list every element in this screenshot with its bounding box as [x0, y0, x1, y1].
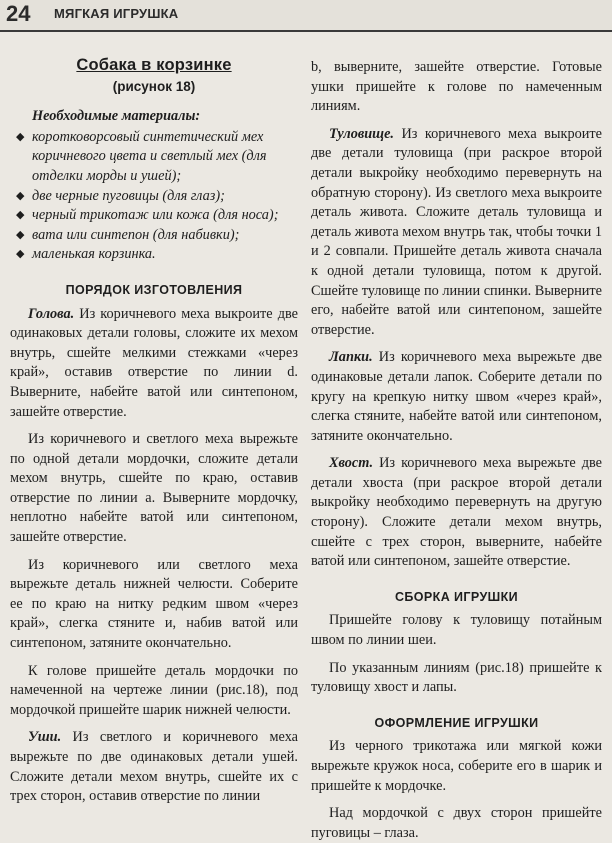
diamond-bullet-icon: ◆	[16, 248, 25, 261]
assembly-paragraph-2: По указанным линиям (рис.18) пришейте к туловищу хвост и лапы.	[311, 659, 602, 696]
body-paragraph: Туловище. Из коричневого меха выкроите две детали туловища (при раскрое второй детали выкройку необходимо перевернуть на обратную сторону). Из светлого меха выкроите деталь живота. Сложите деталь туловища и деталь живота мехом внутрь так, чтобы точки 1 и 2 совпали. Пришейте деталь живота сначала к одной детали туловища, потом к другой. Сшейте туловище по линии спинки. Выверните его, набейте ватой или синтепоном, зашейте отверстие.	[311, 125, 602, 338]
diamond-bullet-icon: ◆	[16, 130, 25, 143]
jaw-paragraph: Из коричневого или светлого меха вырежьте деталь нижней челюсти. Соберите ее по краю на нитку редким швом «через край», слегка стяните и, набив ватой или синтепоном, затяните окончательно.	[10, 556, 298, 652]
paws-lead: Лапки.	[329, 349, 373, 366]
page-number: 24	[6, 1, 31, 26]
running-title: МЯГКАЯ ИГРУШКА	[54, 6, 179, 21]
muzzle-paragraph: Из коричневого и светлого меха вырежьте по одной детали мордочки, сложите детали мехом внутрь, сшейте по краю, оставив отверстие по линии a. Выверните мордочку, неплотно набейте ватой или синтепоном, зашейте отверстие.	[10, 431, 298, 546]
materials-heading: Необходимые материалы:	[32, 108, 201, 125]
ears-lead: Уши.	[28, 729, 62, 746]
assembly-heading: СБОРКА ИГРУШКИ	[395, 589, 518, 604]
ears-paragraph: Уши. Из светлого и коричневого меха вырежьте по две одинаковых детали ушей. Сложите детали мехом внутрь, сшейте их с трех сторон, оставив отверстие по линии	[10, 729, 299, 805]
body-lead: Туловище.	[329, 125, 395, 142]
tail-paragraph: Хвост. Из коричневого меха вырежьте две детали хвоста (при раскрое второй детали выкройку необходимо перевернуть на другую сторону). Сложите детали мехом внутрь, сшейте с трех сторон, выверните, набейте ватой или синтепоном, зашейте отверстие.	[311, 455, 602, 570]
list-item: ◆ маленькая корзинка.	[10, 245, 298, 265]
head-lead: Голова.	[28, 305, 75, 322]
design-paragraph-2: Над мордочкой с двух сторон пришейте пуговицы – глаза.	[311, 805, 602, 841]
right-column	[311, 58, 602, 843]
head-paragraph: Голова. Из коричневого меха выкроите две одинаковых детали головы, сложите их мехом внутрь, сшейте мелкими стежками «через край», оставив отверстие по линии d. Выверните, набейте ватой или синтепоном, зашейте отверстие.	[10, 305, 298, 420]
diamond-bullet-icon: ◆	[16, 189, 25, 202]
list-item: ◆ вата или синтепон (для набивки);	[10, 226, 298, 246]
design-paragraph-1: Из черного трикотажа или мягкой кожи вырежьте кружок носа, соберите его в шарик и пришейте к мордочке.	[311, 738, 602, 794]
list-item: ◆ черный трикотаж или кожа (для носа);	[10, 206, 298, 226]
procedure-heading: ПОРЯДОК ИЗГОТОВЛЕНИЯ	[65, 282, 243, 297]
diamond-bullet-icon: ◆	[16, 209, 25, 222]
paws-paragraph: Лапки. Из коричневого меха вырежьте две одинаковые детали лапок. Соберите детали по кругу на крепкую нитку швом «через край», слегка стяните, набейте ватой или синтепоном, затяните окончательно.	[311, 349, 602, 444]
assembly-paragraph-1: Пришейте голову к туловищу потайным швом по линии шеи.	[311, 612, 602, 649]
attach-paragraph: К голове пришейте деталь мордочки по намеченной на чертеже линии (рис.18), под мордочкой пришейте шарик нижней челюсти.	[10, 662, 298, 718]
diamond-bullet-icon: ◆	[16, 228, 25, 241]
figure-reference: (рисунок 18)	[112, 78, 196, 94]
design-heading: ОФОРМЛЕНИЕ ИГРУШКИ	[374, 715, 539, 730]
ears-continuation: b, выверните, зашейте отверстие. Готовые ушки пришейте к голове по намеченным линиям.	[311, 59, 602, 115]
left-column	[10, 56, 298, 807]
materials-list	[10, 128, 298, 265]
tail-lead: Хвост.	[329, 455, 374, 472]
article-title: Собака в корзинке	[76, 56, 232, 74]
list-item: ◆ коротковорсовый синтетический мех коричневого цвета и светлый мех (для отделки морды и ушей);	[16, 128, 267, 184]
page-header	[0, 0, 612, 32]
list-item: ◆ две черные пуговицы (для глаз);	[10, 187, 298, 207]
